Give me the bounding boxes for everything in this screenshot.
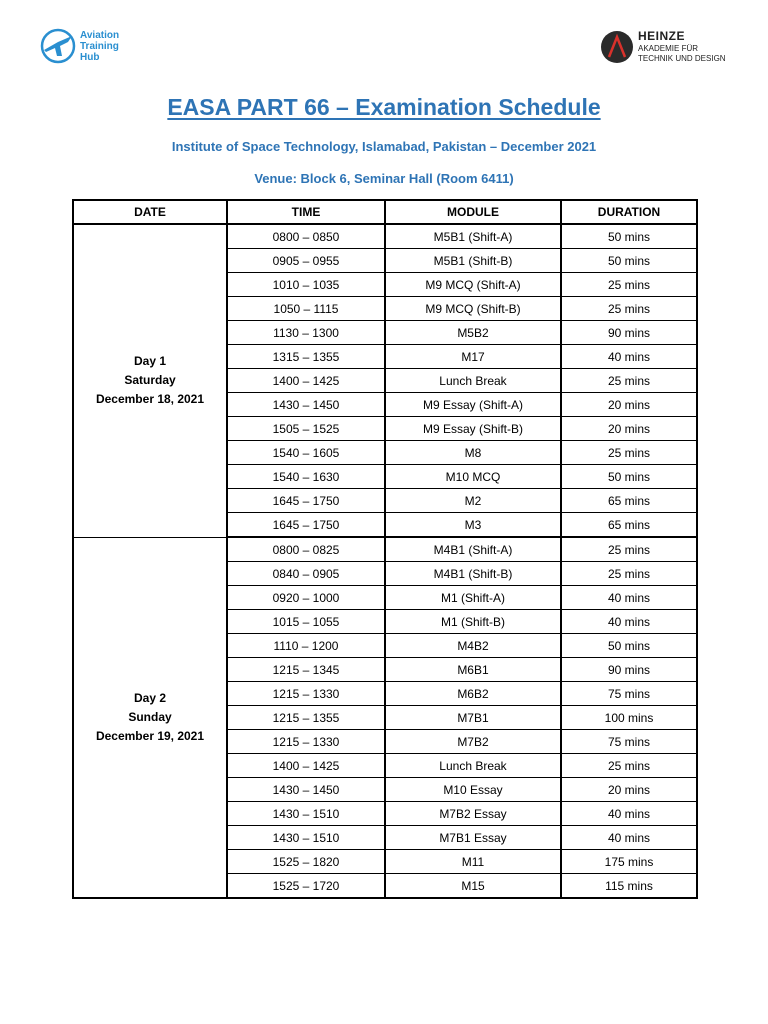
- logo-left-line1: Aviation: [80, 30, 120, 41]
- day-weekday: Sunday: [128, 709, 172, 724]
- time-cell: 1430 – 1510: [227, 802, 385, 826]
- duration-cell: 40 mins: [561, 610, 697, 634]
- module-cell: M6B1: [385, 658, 561, 682]
- duration-cell: 115 mins: [561, 874, 697, 899]
- duration-cell: 25 mins: [561, 754, 697, 778]
- table-header-row: [73, 200, 697, 224]
- time-cell: 1110 – 1200: [227, 634, 385, 658]
- duration-cell: 65 mins: [561, 489, 697, 513]
- module-cell: M10 Essay: [385, 778, 561, 802]
- day-label: Day 1: [133, 354, 167, 369]
- header-duration: DURATION: [561, 200, 697, 224]
- time-cell: 1430 – 1450: [227, 393, 385, 417]
- time-cell: 1015 – 1055: [227, 610, 385, 634]
- duration-cell: 65 mins: [561, 513, 697, 538]
- day-weekday: Saturday: [124, 373, 176, 388]
- duration-cell: 20 mins: [561, 393, 697, 417]
- time-cell: 1400 – 1425: [227, 369, 385, 393]
- duration-cell: 20 mins: [561, 778, 697, 802]
- aviation-training-hub-logo: [38, 26, 138, 70]
- module-cell: M4B2: [385, 634, 561, 658]
- module-cell: M6B2: [385, 682, 561, 706]
- duration-cell: 50 mins: [561, 634, 697, 658]
- duration-cell: 40 mins: [561, 802, 697, 826]
- duration-cell: 175 mins: [561, 850, 697, 874]
- duration-cell: 75 mins: [561, 682, 697, 706]
- logo-left-line2: Training: [80, 41, 119, 52]
- time-cell: 1540 – 1605: [227, 441, 385, 465]
- module-cell: M4B1 (Shift-B): [385, 562, 561, 586]
- module-cell: M4B1 (Shift-A): [385, 537, 561, 562]
- time-cell: 1540 – 1630: [227, 465, 385, 489]
- time-cell: 1525 – 1720: [227, 874, 385, 899]
- logo-right-sub1: AKADEMIE FÜR: [638, 44, 699, 53]
- venue-line: Venue: Block 6, Seminar Hall (Room 6411): [254, 171, 514, 186]
- airplane-globe-icon: [38, 26, 78, 66]
- time-cell: 1010 – 1035: [227, 273, 385, 297]
- module-cell: Lunch Break: [385, 754, 561, 778]
- time-cell: 1215 – 1330: [227, 682, 385, 706]
- duration-cell: 40 mins: [561, 345, 697, 369]
- module-cell: M7B2: [385, 730, 561, 754]
- duration-cell: 20 mins: [561, 417, 697, 441]
- module-cell: M15: [385, 874, 561, 899]
- time-cell: 0905 – 0955: [227, 249, 385, 273]
- module-cell: M2: [385, 489, 561, 513]
- time-cell: 1215 – 1330: [227, 730, 385, 754]
- duration-cell: 50 mins: [561, 249, 697, 273]
- header-time: TIME: [227, 200, 385, 224]
- time-cell: 1400 – 1425: [227, 754, 385, 778]
- module-cell: M7B1: [385, 706, 561, 730]
- module-cell: M17: [385, 345, 561, 369]
- heinze-emblem-icon: [600, 30, 634, 64]
- time-cell: 1645 – 1750: [227, 489, 385, 513]
- logo-left-line3: Hub: [80, 52, 100, 63]
- duration-cell: 25 mins: [561, 537, 697, 562]
- schedule-table: [72, 199, 698, 899]
- module-cell: M5B1 (Shift-B): [385, 249, 561, 273]
- duration-cell: 25 mins: [561, 369, 697, 393]
- time-cell: 0800 – 0825: [227, 537, 385, 562]
- header-date: DATE: [73, 200, 227, 224]
- module-cell: M9 Essay (Shift-B): [385, 417, 561, 441]
- duration-cell: 25 mins: [561, 273, 697, 297]
- module-cell: M7B2 Essay: [385, 802, 561, 826]
- duration-cell: 100 mins: [561, 706, 697, 730]
- module-cell: M9 Essay (Shift-A): [385, 393, 561, 417]
- module-cell: M11: [385, 850, 561, 874]
- module-cell: M8: [385, 441, 561, 465]
- day-date: December 19, 2021: [95, 728, 205, 743]
- module-cell: M1 (Shift-B): [385, 610, 561, 634]
- duration-cell: 50 mins: [561, 465, 697, 489]
- logo-right-sub2: TECHNIK UND DESIGN: [638, 54, 726, 63]
- time-cell: 1525 – 1820: [227, 850, 385, 874]
- module-cell: M5B1 (Shift-A): [385, 224, 561, 249]
- day-cell: [73, 537, 227, 898]
- time-cell: 1645 – 1750: [227, 513, 385, 538]
- module-cell: M5B2: [385, 321, 561, 345]
- duration-cell: 90 mins: [561, 658, 697, 682]
- time-cell: 1430 – 1510: [227, 826, 385, 850]
- duration-cell: 40 mins: [561, 826, 697, 850]
- time-cell: 0840 – 0905: [227, 562, 385, 586]
- duration-cell: 25 mins: [561, 441, 697, 465]
- time-cell: 1430 – 1450: [227, 778, 385, 802]
- module-cell: M1 (Shift-A): [385, 586, 561, 610]
- duration-cell: 75 mins: [561, 730, 697, 754]
- duration-cell: 50 mins: [561, 224, 697, 249]
- duration-cell: 90 mins: [561, 321, 697, 345]
- page-subtitle: Institute of Space Technology, Islamabad, Pakistan – December 2021: [171, 139, 597, 154]
- day-cell: [73, 224, 227, 537]
- module-cell: Lunch Break: [385, 369, 561, 393]
- logo-right-name: HEINZE: [638, 29, 686, 43]
- module-cell: M9 MCQ (Shift-B): [385, 297, 561, 321]
- page-title: EASA PART 66 – Examination Schedule: [167, 94, 601, 120]
- table-row: [73, 537, 697, 562]
- table-row: [73, 224, 697, 249]
- time-cell: 1315 – 1355: [227, 345, 385, 369]
- time-cell: 1130 – 1300: [227, 321, 385, 345]
- module-cell: M3: [385, 513, 561, 538]
- duration-cell: 25 mins: [561, 297, 697, 321]
- module-cell: M7B1 Essay: [385, 826, 561, 850]
- duration-cell: 25 mins: [561, 562, 697, 586]
- time-cell: 1050 – 1115: [227, 297, 385, 321]
- time-cell: 1505 – 1525: [227, 417, 385, 441]
- time-cell: 0920 – 1000: [227, 586, 385, 610]
- time-cell: 1215 – 1345: [227, 658, 385, 682]
- time-cell: 1215 – 1355: [227, 706, 385, 730]
- heinze-logo: [600, 24, 740, 68]
- header-module: MODULE: [385, 200, 561, 224]
- schedule-body: [73, 224, 697, 898]
- day-date: December 18, 2021: [95, 392, 205, 407]
- duration-cell: 40 mins: [561, 586, 697, 610]
- module-cell: M10 MCQ: [385, 465, 561, 489]
- day-label: Day 2: [133, 690, 167, 705]
- time-cell: 0800 – 0850: [227, 224, 385, 249]
- module-cell: M9 MCQ (Shift-A): [385, 273, 561, 297]
